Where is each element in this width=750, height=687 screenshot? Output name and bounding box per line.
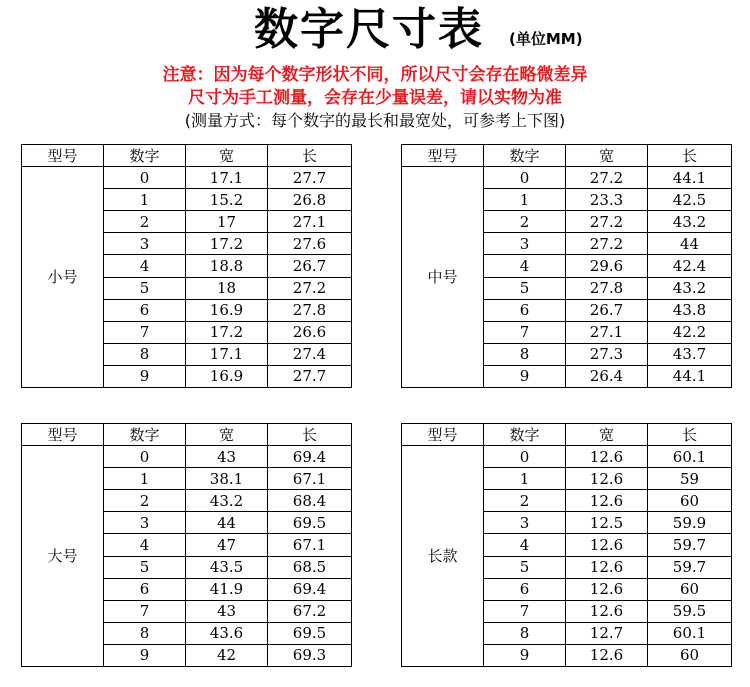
length-cell: 68.5 xyxy=(268,556,352,578)
table-row xyxy=(402,167,732,189)
length-cell: 27.4 xyxy=(268,343,352,365)
digit-cell: 6 xyxy=(104,299,186,321)
length-cell: 69.4 xyxy=(268,578,352,600)
digit-cell: 1 xyxy=(104,468,186,490)
digit-cell: 5 xyxy=(484,556,566,578)
digit-cell: 3 xyxy=(104,512,186,534)
digit-cell: 4 xyxy=(484,255,566,277)
length-cell: 27.7 xyxy=(268,167,352,189)
width-cell: 27.3 xyxy=(566,343,648,365)
header-model: 型号 xyxy=(402,424,484,446)
length-cell: 42.4 xyxy=(648,255,732,277)
table-row xyxy=(402,446,732,468)
width-cell: 17 xyxy=(186,211,268,233)
width-cell: 12.6 xyxy=(566,446,648,468)
length-cell: 59 xyxy=(648,468,732,490)
length-cell: 26.7 xyxy=(268,255,352,277)
length-cell: 60 xyxy=(648,644,732,666)
header-length: 长 xyxy=(268,424,352,446)
width-cell: 17.2 xyxy=(186,321,268,343)
page-title: 数字尺寸表 xyxy=(254,4,484,55)
digit-cell: 3 xyxy=(484,512,566,534)
width-cell: 43.5 xyxy=(186,556,268,578)
length-cell: 27.8 xyxy=(268,299,352,321)
digit-cell: 8 xyxy=(104,343,186,365)
table-row xyxy=(22,446,352,468)
note-line-3: (测量方式：每个数字的最长和最宽处，可参考上下图) xyxy=(184,111,566,130)
width-cell: 15.2 xyxy=(186,189,268,211)
length-cell: 27.2 xyxy=(268,277,352,299)
digit-cell: 0 xyxy=(484,446,566,468)
width-cell: 12.6 xyxy=(566,556,648,578)
width-cell: 27.2 xyxy=(566,167,648,189)
header-width: 宽 xyxy=(186,145,268,167)
digit-cell: 6 xyxy=(484,299,566,321)
length-cell: 27.7 xyxy=(268,365,352,387)
digit-cell: 7 xyxy=(104,600,186,622)
width-cell: 18.8 xyxy=(186,255,268,277)
table-row xyxy=(22,167,352,189)
width-cell: 12.5 xyxy=(566,512,648,534)
digit-cell: 7 xyxy=(484,321,566,343)
digit-cell: 8 xyxy=(104,622,186,644)
length-cell: 43.8 xyxy=(648,299,732,321)
title-row xyxy=(0,2,750,58)
length-cell: 59.9 xyxy=(648,512,732,534)
length-cell: 27.6 xyxy=(268,233,352,255)
digit-cell: 9 xyxy=(104,644,186,666)
digit-cell: 4 xyxy=(484,534,566,556)
digit-cell: 7 xyxy=(484,600,566,622)
digit-cell: 0 xyxy=(104,446,186,468)
header-length: 长 xyxy=(648,424,732,446)
note-line-1: 注意：因为每个数字形状不同，所以尺寸会存在略微差异 xyxy=(162,65,588,85)
digit-cell: 8 xyxy=(484,622,566,644)
digit-cell: 2 xyxy=(104,211,186,233)
size-table-long xyxy=(401,423,732,667)
model-cell: 小号 xyxy=(22,167,104,388)
width-cell: 26.7 xyxy=(566,299,648,321)
width-cell: 27.8 xyxy=(566,277,648,299)
length-cell: 26.6 xyxy=(268,321,352,343)
width-cell: 44 xyxy=(186,512,268,534)
header-width: 宽 xyxy=(186,424,268,446)
width-cell: 12.7 xyxy=(566,622,648,644)
digit-cell: 1 xyxy=(484,189,566,211)
digit-cell: 2 xyxy=(484,211,566,233)
length-cell: 69.4 xyxy=(268,446,352,468)
digit-cell: 5 xyxy=(104,277,186,299)
length-cell: 68.4 xyxy=(268,490,352,512)
width-cell: 42 xyxy=(186,644,268,666)
width-cell: 41.9 xyxy=(186,578,268,600)
length-cell: 67.2 xyxy=(268,600,352,622)
width-cell: 26.4 xyxy=(566,365,648,387)
digit-cell: 5 xyxy=(104,556,186,578)
digit-cell: 6 xyxy=(484,578,566,600)
length-cell: 44.1 xyxy=(648,167,732,189)
width-cell: 12.6 xyxy=(566,468,648,490)
width-cell: 16.9 xyxy=(186,365,268,387)
header-length: 长 xyxy=(648,145,732,167)
width-cell: 17.1 xyxy=(186,167,268,189)
digit-cell: 2 xyxy=(104,490,186,512)
width-cell: 17.2 xyxy=(186,233,268,255)
header-length: 长 xyxy=(268,145,352,167)
width-cell: 27.2 xyxy=(566,233,648,255)
digit-cell: 9 xyxy=(484,644,566,666)
width-cell: 27.2 xyxy=(566,211,648,233)
width-cell: 27.1 xyxy=(566,321,648,343)
digit-cell: 5 xyxy=(484,277,566,299)
width-cell: 29.6 xyxy=(566,255,648,277)
digit-cell: 9 xyxy=(104,365,186,387)
digit-cell: 4 xyxy=(104,255,186,277)
width-cell: 12.6 xyxy=(566,644,648,666)
header-digit: 数字 xyxy=(484,145,566,167)
digit-cell: 8 xyxy=(484,343,566,365)
length-cell: 42.5 xyxy=(648,189,732,211)
length-cell: 59.7 xyxy=(648,534,732,556)
length-cell: 43.2 xyxy=(648,277,732,299)
unit-label: (单位MM) xyxy=(509,30,583,48)
size-table-large xyxy=(21,423,352,667)
width-cell: 12.6 xyxy=(566,600,648,622)
header-model: 型号 xyxy=(22,424,104,446)
digit-cell: 1 xyxy=(484,468,566,490)
model-cell: 中号 xyxy=(402,167,484,388)
width-cell: 47 xyxy=(186,534,268,556)
length-cell: 42.2 xyxy=(648,321,732,343)
length-cell: 69.3 xyxy=(268,644,352,666)
width-cell: 12.6 xyxy=(566,534,648,556)
length-cell: 44 xyxy=(648,233,732,255)
width-cell: 23.3 xyxy=(566,189,648,211)
width-cell: 16.9 xyxy=(186,299,268,321)
digit-cell: 4 xyxy=(104,534,186,556)
digit-cell: 0 xyxy=(104,167,186,189)
table-header-row xyxy=(402,145,732,167)
size-table-medium xyxy=(401,144,732,388)
table-header-row xyxy=(402,424,732,446)
length-cell: 59.7 xyxy=(648,556,732,578)
model-cell: 大号 xyxy=(22,446,104,667)
width-cell: 12.6 xyxy=(566,578,648,600)
width-cell: 43.2 xyxy=(186,490,268,512)
header-digit: 数字 xyxy=(484,424,566,446)
size-table-small xyxy=(21,144,352,388)
table-header-row xyxy=(22,424,352,446)
length-cell: 67.1 xyxy=(268,468,352,490)
header-model: 型号 xyxy=(402,145,484,167)
header-digit: 数字 xyxy=(104,424,186,446)
note-line-2: 尺寸为手工测量，会存在少量误差，请以实物为准 xyxy=(188,88,562,108)
length-cell: 60.1 xyxy=(648,446,732,468)
width-cell: 17.1 xyxy=(186,343,268,365)
table-header-row xyxy=(22,145,352,167)
length-cell: 43.7 xyxy=(648,343,732,365)
digit-cell: 3 xyxy=(484,233,566,255)
digit-cell: 1 xyxy=(104,189,186,211)
width-cell: 12.6 xyxy=(566,490,648,512)
width-cell: 43.6 xyxy=(186,622,268,644)
length-cell: 59.5 xyxy=(648,600,732,622)
model-cell: 长款 xyxy=(402,446,484,667)
header-model: 型号 xyxy=(22,145,104,167)
length-cell: 60 xyxy=(648,490,732,512)
header-width: 宽 xyxy=(566,145,648,167)
length-cell: 26.8 xyxy=(268,189,352,211)
width-cell: 43 xyxy=(186,446,268,468)
digit-cell: 7 xyxy=(104,321,186,343)
header-digit: 数字 xyxy=(104,145,186,167)
width-cell: 18 xyxy=(186,277,268,299)
digit-cell: 6 xyxy=(104,578,186,600)
length-cell: 27.1 xyxy=(268,211,352,233)
length-cell: 67.1 xyxy=(268,534,352,556)
digit-cell: 3 xyxy=(104,233,186,255)
digit-cell: 0 xyxy=(484,167,566,189)
digit-cell: 9 xyxy=(484,365,566,387)
length-cell: 60.1 xyxy=(648,622,732,644)
length-cell: 44.1 xyxy=(648,365,732,387)
header-width: 宽 xyxy=(566,424,648,446)
length-cell: 69.5 xyxy=(268,622,352,644)
width-cell: 38.1 xyxy=(186,468,268,490)
width-cell: 43 xyxy=(186,600,268,622)
length-cell: 60 xyxy=(648,578,732,600)
digit-cell: 2 xyxy=(484,490,566,512)
length-cell: 43.2 xyxy=(648,211,732,233)
length-cell: 69.5 xyxy=(268,512,352,534)
